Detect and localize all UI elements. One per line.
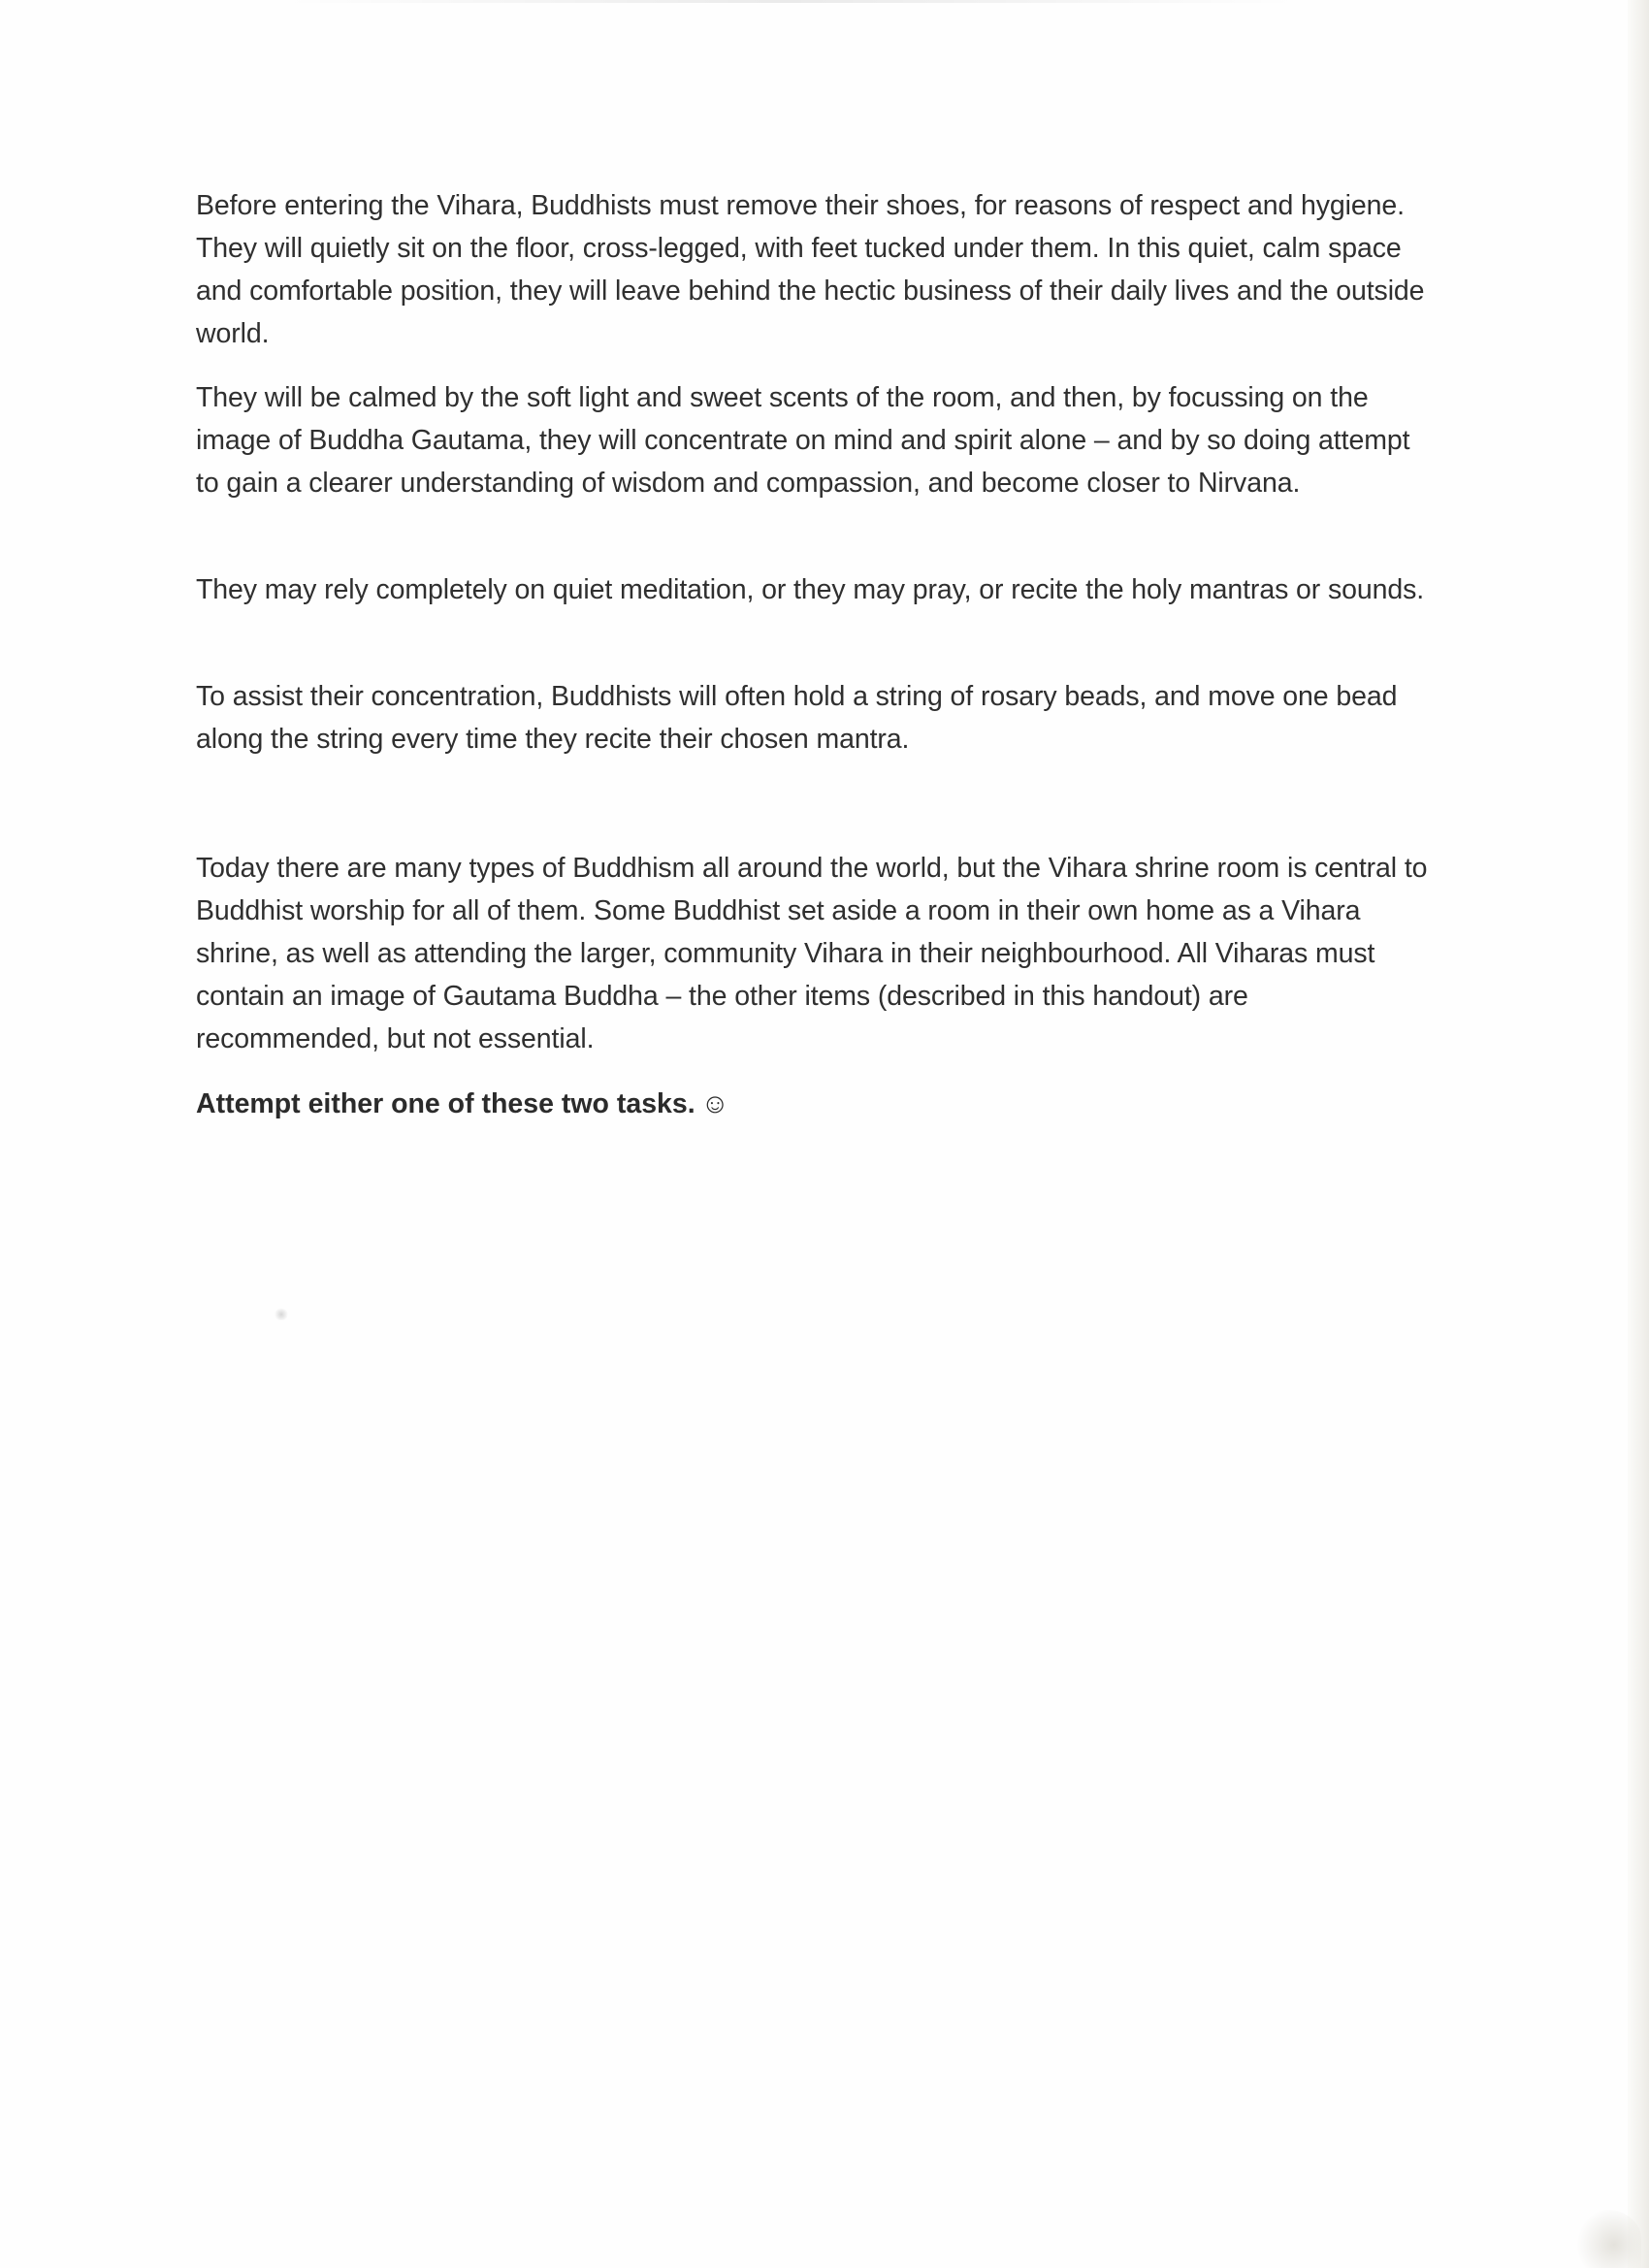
paragraph-shoes-and-sitting: Before entering the Vihara, Buddhists must remove their shoes, for reasons of respect and hygiene. They will quietly sit on the floor, cross-legged, with feet tucked under them. In this quiet, calm space and comfortable position, they will leave behind the hectic business of their daily lives and the outside world. xyxy=(196,190,1425,349)
paper-speck xyxy=(274,1309,289,1320)
paragraph-types-of-buddhism: Today there are many types of Buddhism all around the world, but the Vihara shrine room is central to Buddhist worship for all of them. Some Buddhist set aside a room in their own home as a Vihara shrine, as well as attending the larger, community Vihara in their neighbourhood. All Viharas must contain an image of Gautama Buddha – the other items (described in this handout) are recommended, but not essential. xyxy=(196,853,1428,1054)
paragraph-meditation-prayer: They may rely completely on quiet meditation, or they may pray, or recite the holy mantras or sounds. xyxy=(196,574,1425,605)
corner-smudge xyxy=(1573,2210,1641,2268)
task-instruction xyxy=(196,1083,729,1125)
scan-right-edge xyxy=(1628,0,1649,2268)
smiley-icon: ☺ xyxy=(700,1088,729,1119)
paragraph-calm-and-focus: They will be calmed by the soft light and sweet scents of the room, and then, by focussing on the image of Buddha Gautama, they will concentrate on mind and spirit alone – and by so doing attempt to gain a clearer understanding of wisdom and compassion, and become closer to Nirvana. xyxy=(196,382,1410,499)
task-instruction-text: Attempt either one of these two tasks. xyxy=(196,1088,695,1119)
paragraph-rosary-beads: To assist their concentration, Buddhists will often hold a string of rosary beads, and move one bead along the string every time they recite their chosen mantra. xyxy=(196,681,1398,755)
scan-top-shadow xyxy=(281,0,1300,3)
